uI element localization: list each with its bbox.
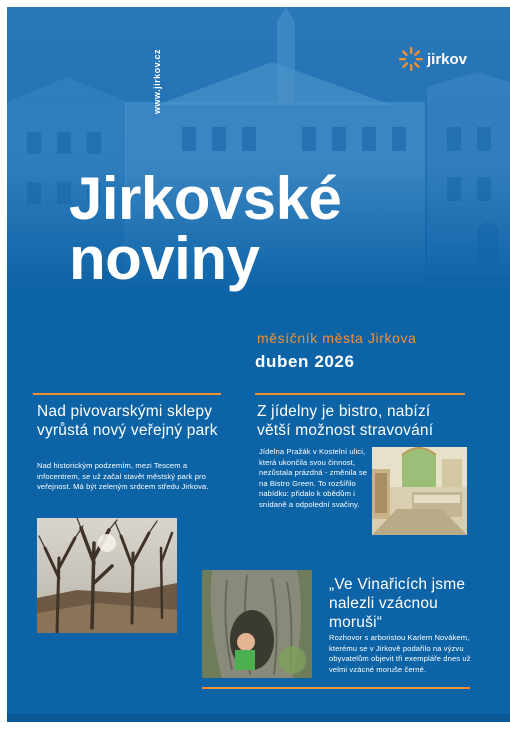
logo-text: jirkov [427, 50, 468, 68]
jirkov-logo [399, 47, 467, 71]
article-2-rule [255, 393, 465, 395]
article-2-body: Jídelna Pražák v Kostelní ulici, která ukončila svou činnost, nezůstala prázdná - změnila se na Bistro Green. To rozšířilo nabídku: přidalo k obědům i snídaně a odpolední svačiny. [259, 447, 368, 509]
article-1-headline[interactable]: Nad pivovarskými sklepy vyrůstá nový veřejný park [37, 403, 218, 439]
bottom-band [7, 714, 510, 722]
mulberry-tree-photo [202, 570, 312, 678]
title-line-1: Jirkovské [69, 165, 342, 232]
bistro-interior-photo [372, 447, 467, 535]
article-3-headline[interactable]: „Ve Vinařicích jsme nalezli vzácnou moruši“ [329, 576, 466, 631]
article-3-rule [202, 687, 470, 689]
article-3-body: Rozhovor s arboristou Karlem Novákem, kterému se v Jirkově podařilo na výzvu obyvatelům objevit tři exempláře dnes už velmi vzácné moruše černé. [329, 633, 471, 674]
website-url[interactable]: www.jirkov.cz [152, 49, 162, 115]
park-trees-photo [37, 518, 177, 633]
issue-date: duben 2026 [255, 352, 355, 371]
newspaper-title [69, 165, 399, 292]
article-1-body: Nad historickým podzemím, mezi Tescem a infocentrem, se už začal stavět městský park pro veřejnost. Má být zeleným srdcem středu Jirkova. [37, 461, 209, 491]
article-1-rule [33, 393, 221, 395]
sun-burst-icon [399, 47, 423, 71]
newspaper-cover [7, 7, 510, 722]
subtitle: měsíčník města Jirkova [257, 330, 417, 346]
article-2-headline[interactable]: Z jídelny je bistro, nabízí větší možnost stravování [257, 403, 434, 439]
title-line-2: noviny [69, 225, 260, 292]
